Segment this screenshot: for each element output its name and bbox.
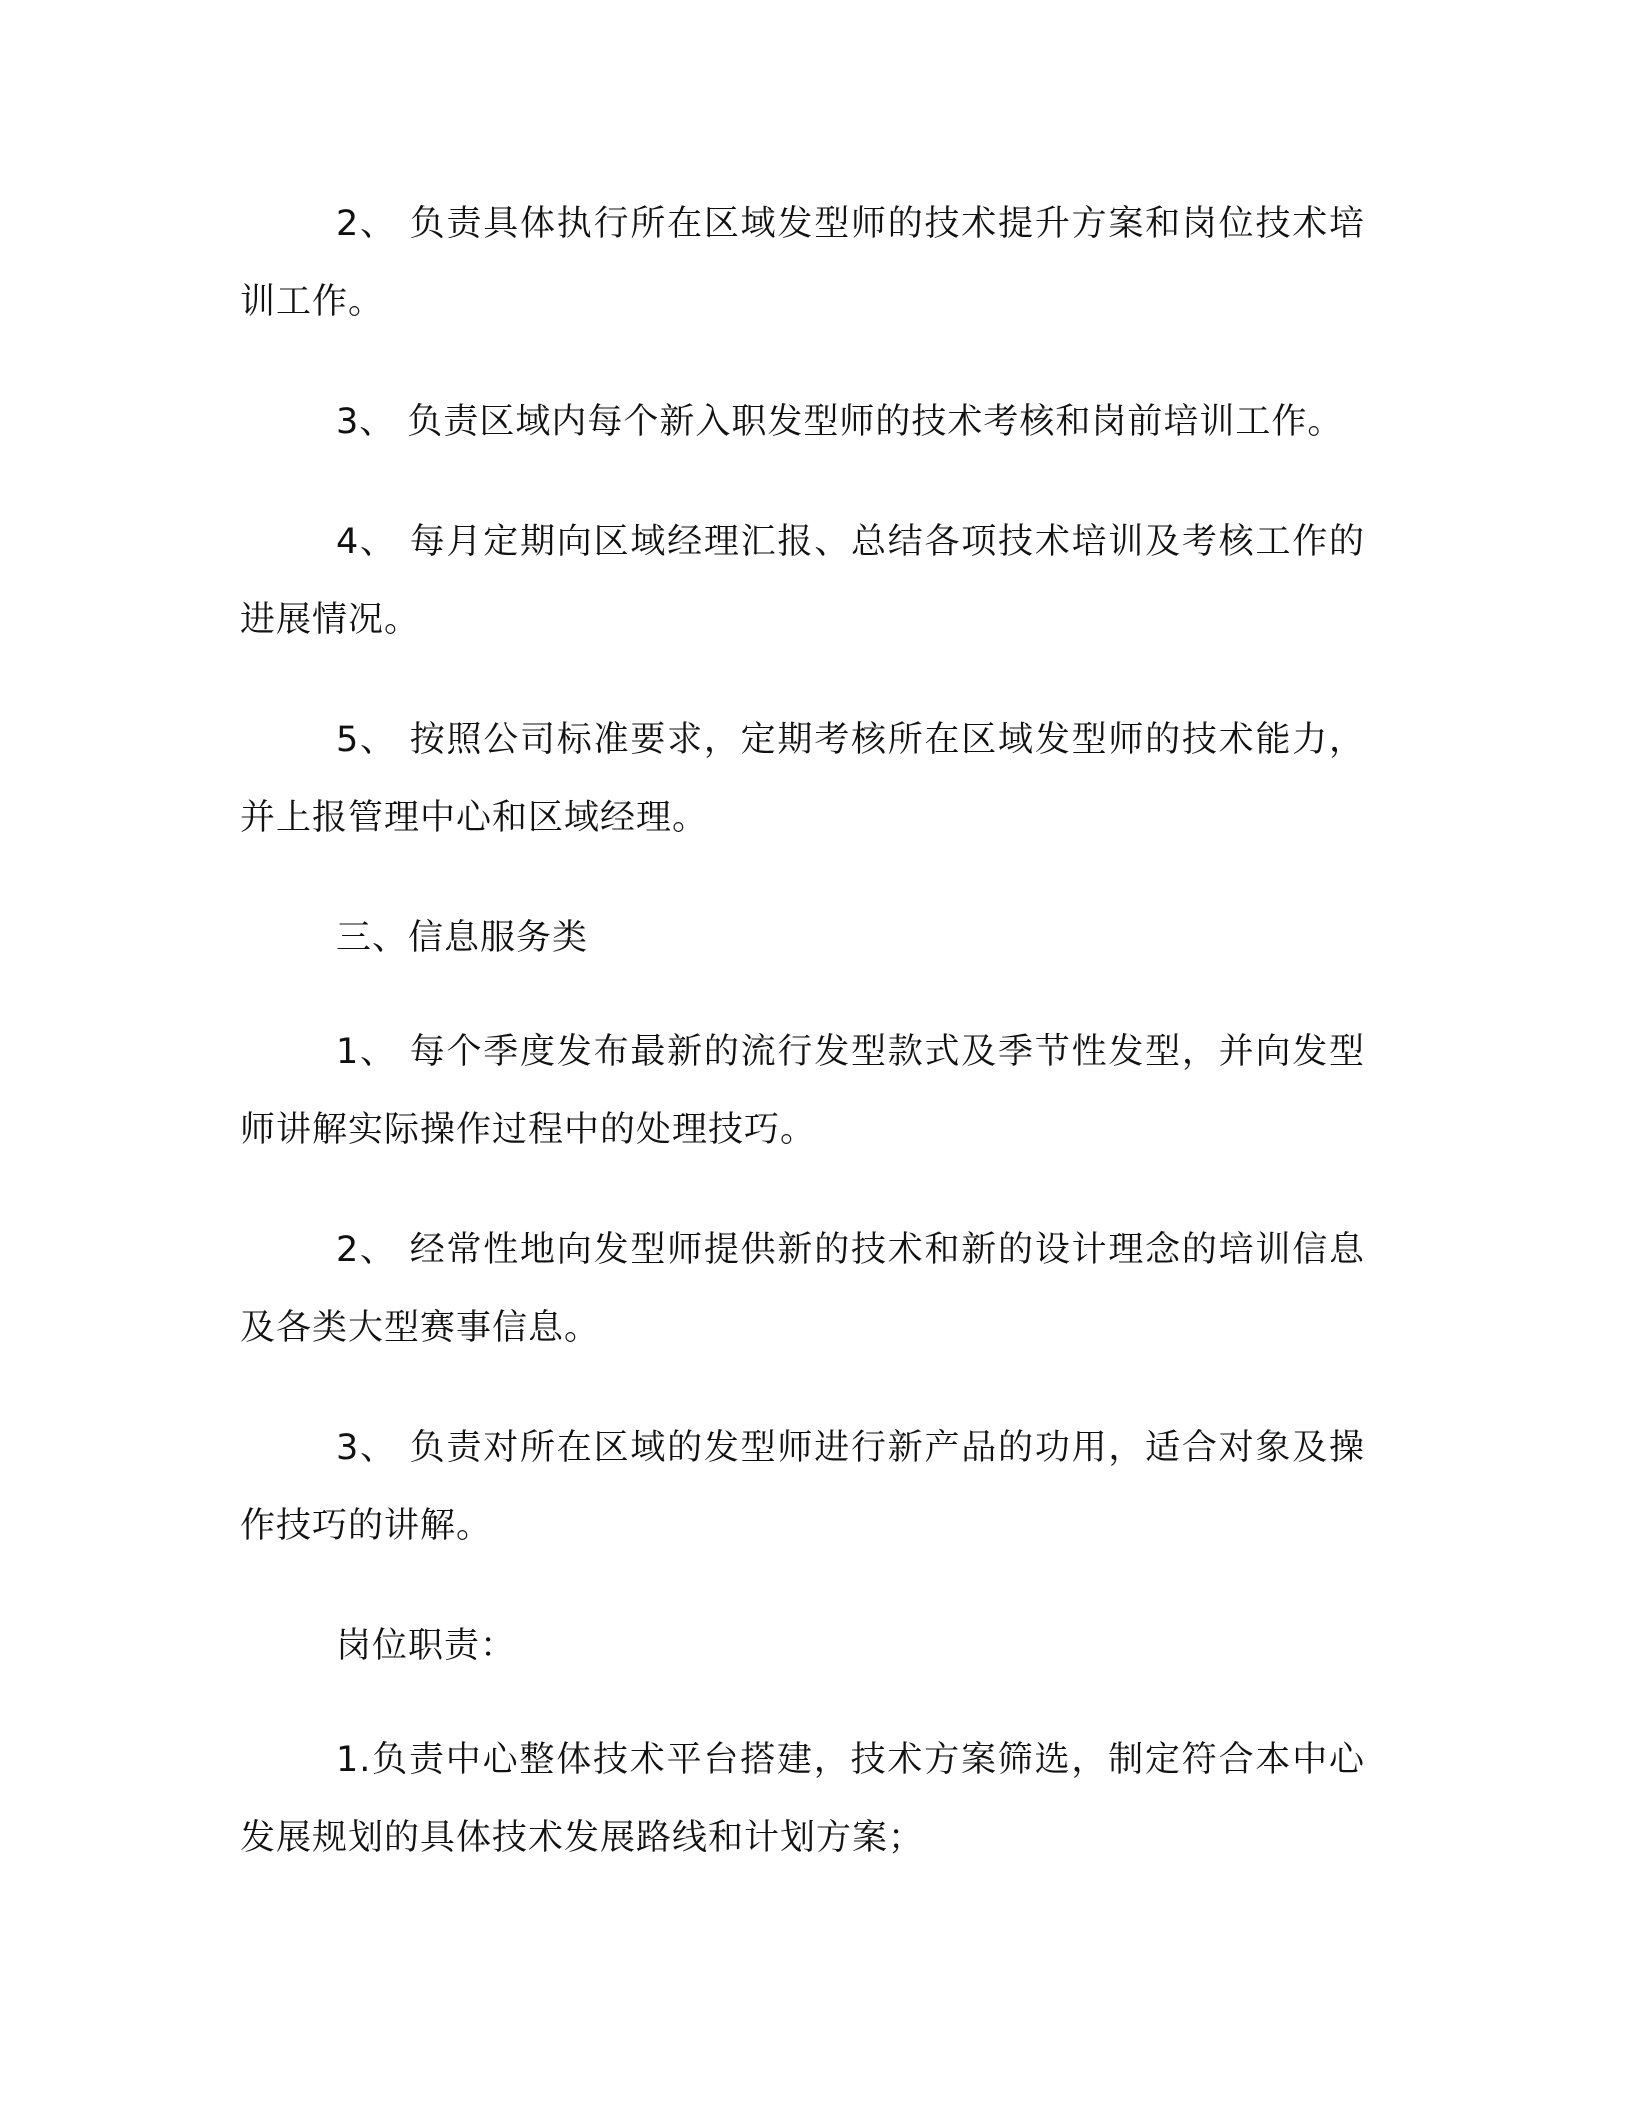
paragraph-item-2-training-plan: 2、 负责具体执行所在区域发型师的技术提升方案和岗位技术培训工作。 [240, 204, 1365, 322]
paragraph-item-2-training-info: 2、 经常性地向发型师提供新的技术和新的设计理念的培训信息及各类大型赛事信息。 [240, 1230, 1365, 1348]
paragraph-item-3-product-explanation: 3、 负责对所在区域的发型师进行新产品的功用，适合对象及操作技巧的讲解。 [240, 1428, 1365, 1546]
paragraph-item-3-new-hire-assessment: 3、 负责区域内每个新入职发型师的技术考核和岗前培训工作。 [336, 402, 1344, 442]
paragraph-item-4-monthly-report: 4、 每月定期向区域经理汇报、总结各项技术培训及考核工作的进展情况。 [240, 522, 1365, 640]
paragraph-item-1-platform-building: 1.负责中心整体技术平台搭建，技术方案筛选，制定符合本中心发展规划的具体技术发展路线和计划方案； [240, 1740, 1365, 1858]
paragraph-item-5-capability-assessment: 5、 按照公司标准要求，定期考核所在区域发型师的技术能力，并上报管理中心和区域经理。 [240, 720, 1365, 838]
paragraph-item-1-seasonal-styles: 1、 每个季度发布最新的流行发型款式及季节性发型，并向发型师讲解实际操作过程中的处理技巧。 [240, 1032, 1365, 1150]
section-heading-info-services: 三、信息服务类 [336, 918, 589, 958]
document-page [240, 185, 1365, 1919]
section-heading-job-responsibilities: 岗位职责： [336, 1626, 517, 1666]
